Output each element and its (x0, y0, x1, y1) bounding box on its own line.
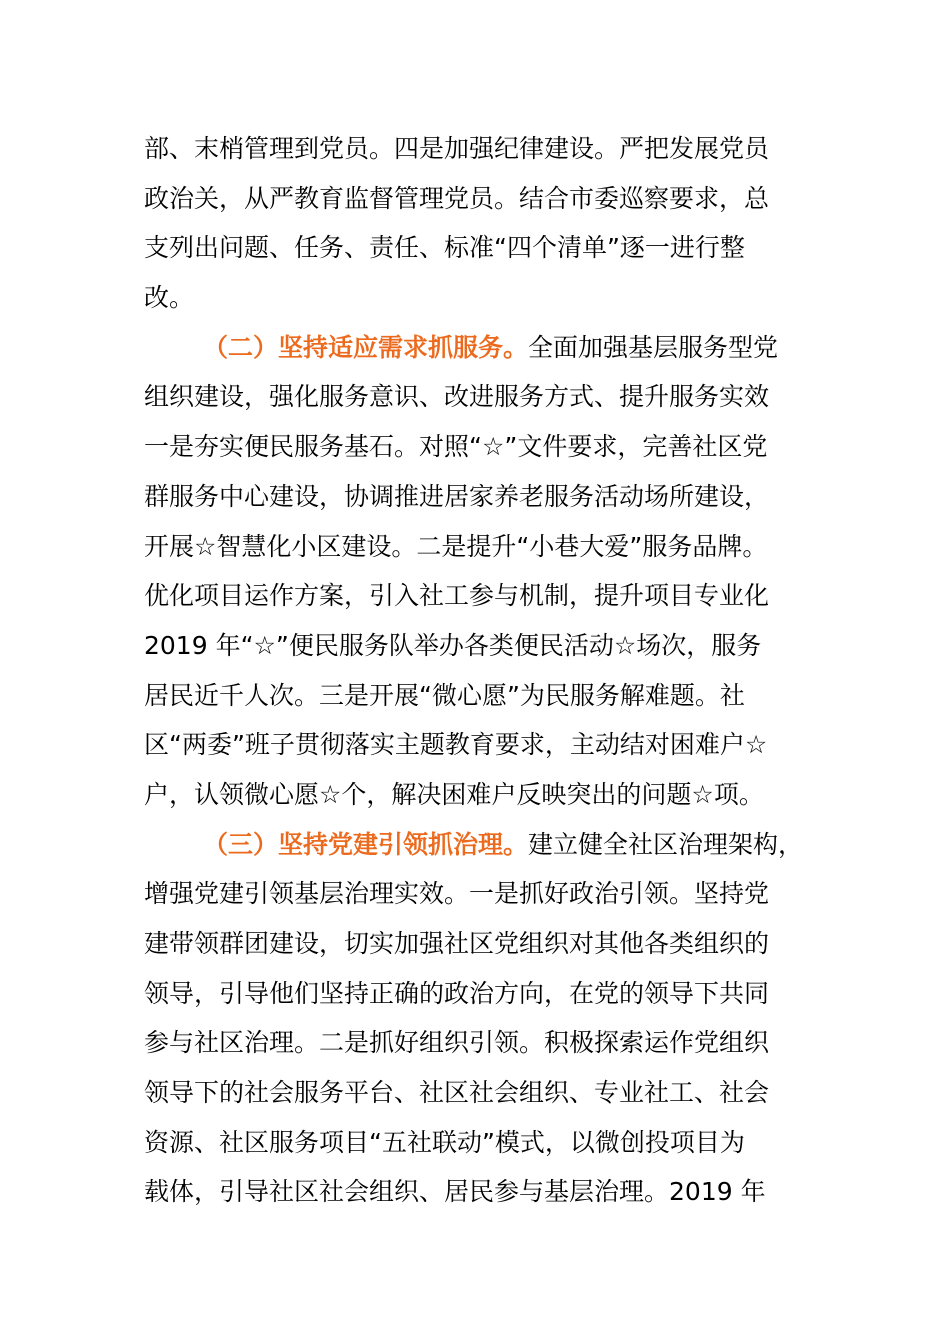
text-line: 开展☆智慧化小区建设。二是提升“小巷大爱”服务品牌。 (144, 531, 768, 561)
text-line: 资源、社区服务项目“五社联动”模式，以微创投项目为 (144, 1127, 745, 1157)
text-line: 政治关，从严教育监督管理党员。结合市委巡察要求，总 (144, 183, 770, 213)
text-line: 部、末梢管理到党员。四是加强纪律建设。严把发展党员 (144, 134, 770, 163)
text-line: 居民近千人次。三是开展“微心愿”为民服务解难题。社 (144, 680, 745, 710)
section-heading-line (144, 323, 814, 373)
text-line: 群服务中心建设，协调推进居家养老服务活动场所建设， (144, 481, 770, 511)
section-heading-3-text: 建立健全社区治理架构， (528, 829, 804, 859)
section-heading-3: （三）坚持党建引领抓治理。 (203, 829, 529, 859)
text-line: 组织建设，强化服务意识、改进服务方式、提升服务实效 (144, 382, 770, 412)
text-line: 参与社区治理。二是抓好组织引领。积极探索运作党组织 (144, 1028, 770, 1058)
body-text (144, 124, 814, 1217)
text-line: 优化项目运作方案，引入社工参与机制，提升项目专业化 (144, 581, 770, 611)
text-line: 户，认领微心愿☆个，解决困难户反映突出的问题☆项。 (144, 779, 764, 809)
section-heading-2-text: 全面加强基层服务型党 (528, 332, 779, 362)
text-line: 领导下的社会服务平台、社区社会组织、专业社工、社会 (144, 1078, 770, 1108)
section-heading-line (144, 820, 814, 870)
section-heading-2: （二）坚持适应需求抓服务。 (203, 332, 529, 362)
text-line: 2019 年“☆”便民服务队举办各类便民活动☆场次，服务 (144, 630, 762, 660)
text-line: 载体，引导社区社会组织、居民参与基层治理。2019 年 (144, 1177, 766, 1207)
text-line: 领导，引导他们坚持正确的政治方向，在党的领导下共同 (144, 978, 770, 1008)
text-line: 一是夯实便民服务基石。对照“☆”文件要求，完善社区党 (144, 432, 768, 462)
text-line: 支列出问题、任务、责任、标准“四个清单”逐一进行整 (144, 233, 745, 263)
text-line: 增强党建引领基层治理实效。一是抓好政治引领。坚持党 (144, 879, 770, 909)
text-line: 建带领群团建设，切实加强社区党组织对其他各类组织的 (144, 929, 770, 958)
text-line: 改。 (144, 283, 195, 313)
text-line: 区“两委”班子贯彻落实主题教育要求，主动结对困难户☆ (144, 730, 768, 760)
